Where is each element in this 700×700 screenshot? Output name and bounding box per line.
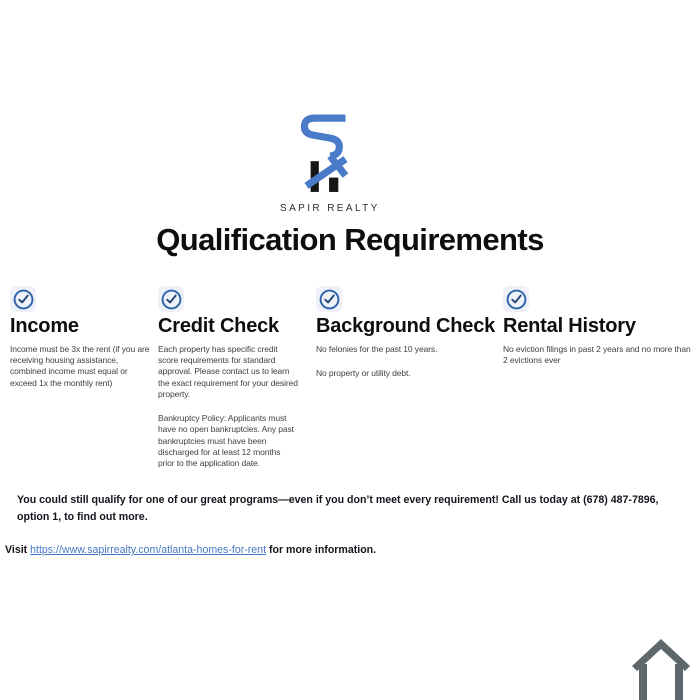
footer-line bbox=[5, 544, 376, 556]
column-income bbox=[10, 286, 156, 402]
check-circle-icon bbox=[10, 286, 36, 312]
check-circle-icon bbox=[158, 286, 184, 312]
brand-logo bbox=[280, 114, 380, 214]
column-text: Income must be 3x the rent (if you are receiving housing assistance, combined income must equal or exceed 1x the monthly rent) bbox=[10, 344, 150, 388]
footer-suffix: for more information. bbox=[266, 544, 377, 556]
column-heading: Credit Check bbox=[158, 315, 279, 337]
page-title: Qualification Requirements bbox=[156, 222, 544, 257]
column-text: No property or utility debt. bbox=[316, 368, 411, 379]
column-text: No eviction filings in past 2 years and no more than 2 evictions ever bbox=[503, 344, 691, 366]
column-credit-check bbox=[158, 286, 299, 482]
column-heading: Rental History bbox=[503, 315, 636, 337]
column-rental-history bbox=[503, 286, 696, 379]
check-circle-icon bbox=[503, 286, 529, 312]
website-link[interactable]: https://www.sapirrealty.com/atlanta-homes-for-rent bbox=[30, 544, 267, 556]
sr-monogram-icon bbox=[299, 114, 353, 194]
brand-wordmark: SAPIR REALTY bbox=[280, 203, 380, 214]
column-text: No felonies for the past 10 years. bbox=[316, 344, 438, 354]
cta-text: You could still qualify for one of our great programs—even if you don’t meet every requirement! Call us today at (678) 487-7896, option 1, to find out more. bbox=[17, 494, 659, 523]
column-text: Bankruptcy Policy: Applicants must have no open bankruptcies. Any past bankruptcies must have been discharged for at least 12 months prior to the application date. bbox=[158, 413, 294, 468]
footer-prefix: Visit bbox=[5, 544, 31, 556]
column-heading: Background Check bbox=[316, 315, 496, 337]
column-background-check bbox=[316, 286, 496, 392]
check-circle-icon bbox=[316, 286, 342, 312]
house-outline-icon bbox=[632, 638, 690, 700]
column-text: Each property has specific credit score requirements for standard approval. Please contact us to learn the exact requirement for your desired property. bbox=[158, 344, 298, 399]
column-heading: Income bbox=[10, 315, 79, 337]
